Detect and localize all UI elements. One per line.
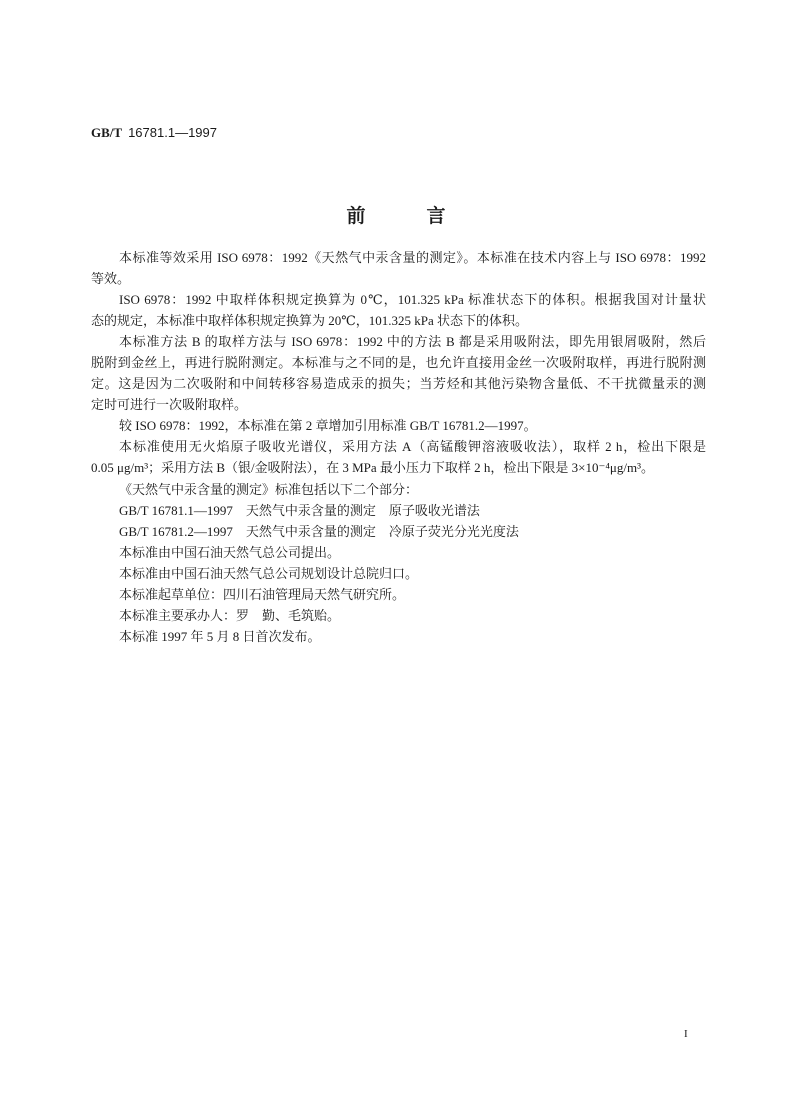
paragraph	[91, 415, 706, 436]
text-line: 0.05 μg/m³；采用方法 B（银/金吸附法），在 3 MPa 最小压力下取样 2 h，检出下限是 3×10⁻⁴μg/m³。	[91, 460, 654, 476]
text-line: 本标准 1997 年 5 月 8 日首次发布。	[119, 628, 321, 644]
standard-code: GB/T	[91, 125, 123, 140]
paragraph	[91, 479, 706, 500]
text-line: 脱附到金丝上，再进行脱附测定。本标准与之不同的是，也允许直接用金丝一次吸附取样，再进行脱附测	[91, 355, 706, 371]
paragraph	[91, 331, 706, 415]
text-line: 本标准主要承办人：罗 勤、毛筑贻。	[119, 607, 341, 623]
paragraph	[91, 626, 706, 647]
text-line: 态的规定，本标准中取样体积规定换算为 20℃，101.325 kPa 状态下的体积。	[91, 313, 529, 329]
page-number: I	[684, 1028, 688, 1040]
standard-number: 16781.1—1997	[128, 125, 217, 140]
text-line: 本标准起草单位：四川石油管理局天然气研究所。	[119, 586, 406, 602]
text-line: 本标准方法 B 的取样方法与 ISO 6978：1992 中的方法 B 都是采用吸附法，即先用银屑吸附，然后	[119, 334, 706, 350]
text-line: 本标准由中国石油天然气总公司规划设计总院归口。	[119, 565, 419, 581]
text-line: 定时可进行一次吸附取样。	[91, 397, 248, 413]
paragraph	[91, 436, 706, 478]
text-line: GB/T 16781.1—1997 天然气中汞含量的测定 原子吸收光谱法	[119, 502, 480, 518]
paragraph	[91, 521, 706, 542]
paragraph	[91, 542, 706, 563]
paragraph	[91, 247, 706, 289]
text-line: 本标准使用无火焰原子吸收光谱仪，采用方法 A（高锰酸钾溶液吸收法），取样 2 h，检出下限是	[119, 439, 706, 455]
paragraph	[91, 289, 706, 331]
paragraph	[91, 500, 706, 521]
text-line: 定。这是因为二次吸附和中间转移容易造成汞的损失；当芳烃和其他污染物含量低、不干扰微量汞的测	[91, 376, 706, 392]
text-line: 等效。	[91, 271, 131, 287]
running-header	[91, 125, 217, 141]
paragraph	[91, 563, 706, 584]
text-line: 较 ISO 6978：1992，本标准在第 2 章增加引用标准 GB/T 16781.2—1997。	[119, 418, 537, 434]
page-title: 前言	[346, 206, 507, 227]
paragraph	[91, 584, 706, 605]
foreword-body	[91, 247, 706, 647]
text-line: ISO 6978：1992 中取样体积规定换算为 0℃，101.325 kPa 标准状态下的体积。根据我国对计量状	[119, 292, 706, 308]
text-line: GB/T 16781.2—1997 天然气中汞含量的测定 冷原子荧光分光光度法	[119, 523, 519, 539]
text-line: 《天然气中汞含量的测定》标准包括以下二个部分：	[119, 481, 419, 497]
text-line: 本标准等效采用 ISO 6978：1992《天然气中汞含量的测定》。本标准在技术内容上与 ISO 6978：1992	[119, 250, 706, 265]
text-line: 本标准由中国石油天然气总公司提出。	[119, 544, 341, 560]
paragraph	[91, 605, 706, 626]
